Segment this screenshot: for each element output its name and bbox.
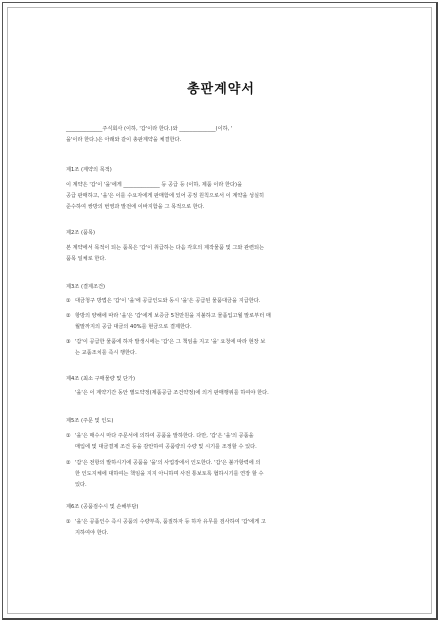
item-number: ① — [66, 433, 71, 439]
item-text: 대금청구 방법은 '갑'이 '을'에 공급인도와 동시 '을'은 공급된 물품대금을 지급한다. — [75, 298, 261, 304]
article-text: 공급 판매하고, '을'은 이를 수요자에게 판매함에 있어 공정 원칙으로서 이 계약을 성실히 — [66, 193, 265, 199]
item-number: ① — [66, 519, 71, 525]
intro-line: 을'이라 한다.)은 아래와 같이 총판계약을 체결한다. — [66, 137, 182, 143]
intro-line: ______________주식회사 (이하, '갑'이라 한다.)와 ______________(이하, ' — [66, 126, 233, 132]
item-text: 지하여야 한다. — [75, 530, 109, 536]
article-text: 본 계약에서 목적이 되는 품목은 '갑'이 취급하는 다음 각호의 제작물품 및 그와 관련되는 — [66, 245, 265, 251]
item-number: ① — [66, 298, 71, 304]
article-heading: 제6조 (공품검수시 및 손해부담) — [66, 504, 139, 510]
article-heading: 제1조 (계약의 목적) — [66, 167, 112, 173]
article-text: 준수하여 쌍방의 번영과 발전에 이바지함을 그 목적으로 한다. — [66, 204, 205, 210]
item-text: 있다. — [75, 482, 87, 488]
item-text: 매입에 및 대금결제 조건 등을 감안하여 공품량의 수량 및 시기를 조정할 수 있다. — [75, 444, 257, 450]
article-text: 이 계약은 '갑'이 '을'에게 ______________ 등 공급 등 (이하, 제품 이라 한다)을 — [66, 182, 243, 188]
item-number: ② — [66, 313, 71, 319]
item-text: 항방의 양해에 따라 '을'은 '갑'에게 보증금 5천만원을 지불하고 물품입고월 말로부터 매 — [75, 313, 271, 319]
article-heading: 제4조 (최소 구매물량 및 단가) — [66, 376, 136, 382]
item-text: '을'은 공품인수 즉시 공품의 수량부족, 품질하자 등 하자 유무를 검사하여 '갑'에게 고 — [75, 519, 266, 525]
article-heading: 제2조 (품목) — [66, 230, 96, 236]
item-text: 는 교품조치를 즉시 행한다. — [75, 350, 137, 356]
article-text: '을'은 이 계약기간 동안 별도약정(제품공급 조건약정)에 의거 판매행위를 하여야 한다. — [75, 390, 269, 396]
item-text: '갑'은 전항의 발하시기에 공품을 '을'의 사업장에서 인도한다. '갑'은 불가항력에 의 — [75, 460, 261, 466]
item-text: '갑'이 공급한 물품에 하자 발생시에는 '갑'은 그 책임을 지고 '을' 요청에 따라 현장 보 — [75, 339, 266, 345]
document-title: 총판계약서 — [187, 82, 255, 97]
item-number: ② — [66, 460, 71, 466]
article-heading: 제5조 (주문 및 인도) — [66, 418, 114, 424]
item-text: 한 인도지체에 대하여는 책임을 지지 아니하며 사전 통보토록 협하시기를 연장 할 수 — [75, 471, 264, 477]
item-text: '을'은 매수시 마다 주문서에 의하여 공품을 발하한다. 다만, '갑'은 '을'의 공품을 — [75, 433, 254, 439]
item-number: ③ — [66, 339, 71, 345]
article-text: 품목 일체로 한다. — [66, 256, 107, 262]
item-text: 월말까지의 공급 대금의 40%를 현금으로 결제한다. — [75, 324, 192, 330]
article-heading: 제3조 (결제조건) — [66, 284, 106, 290]
